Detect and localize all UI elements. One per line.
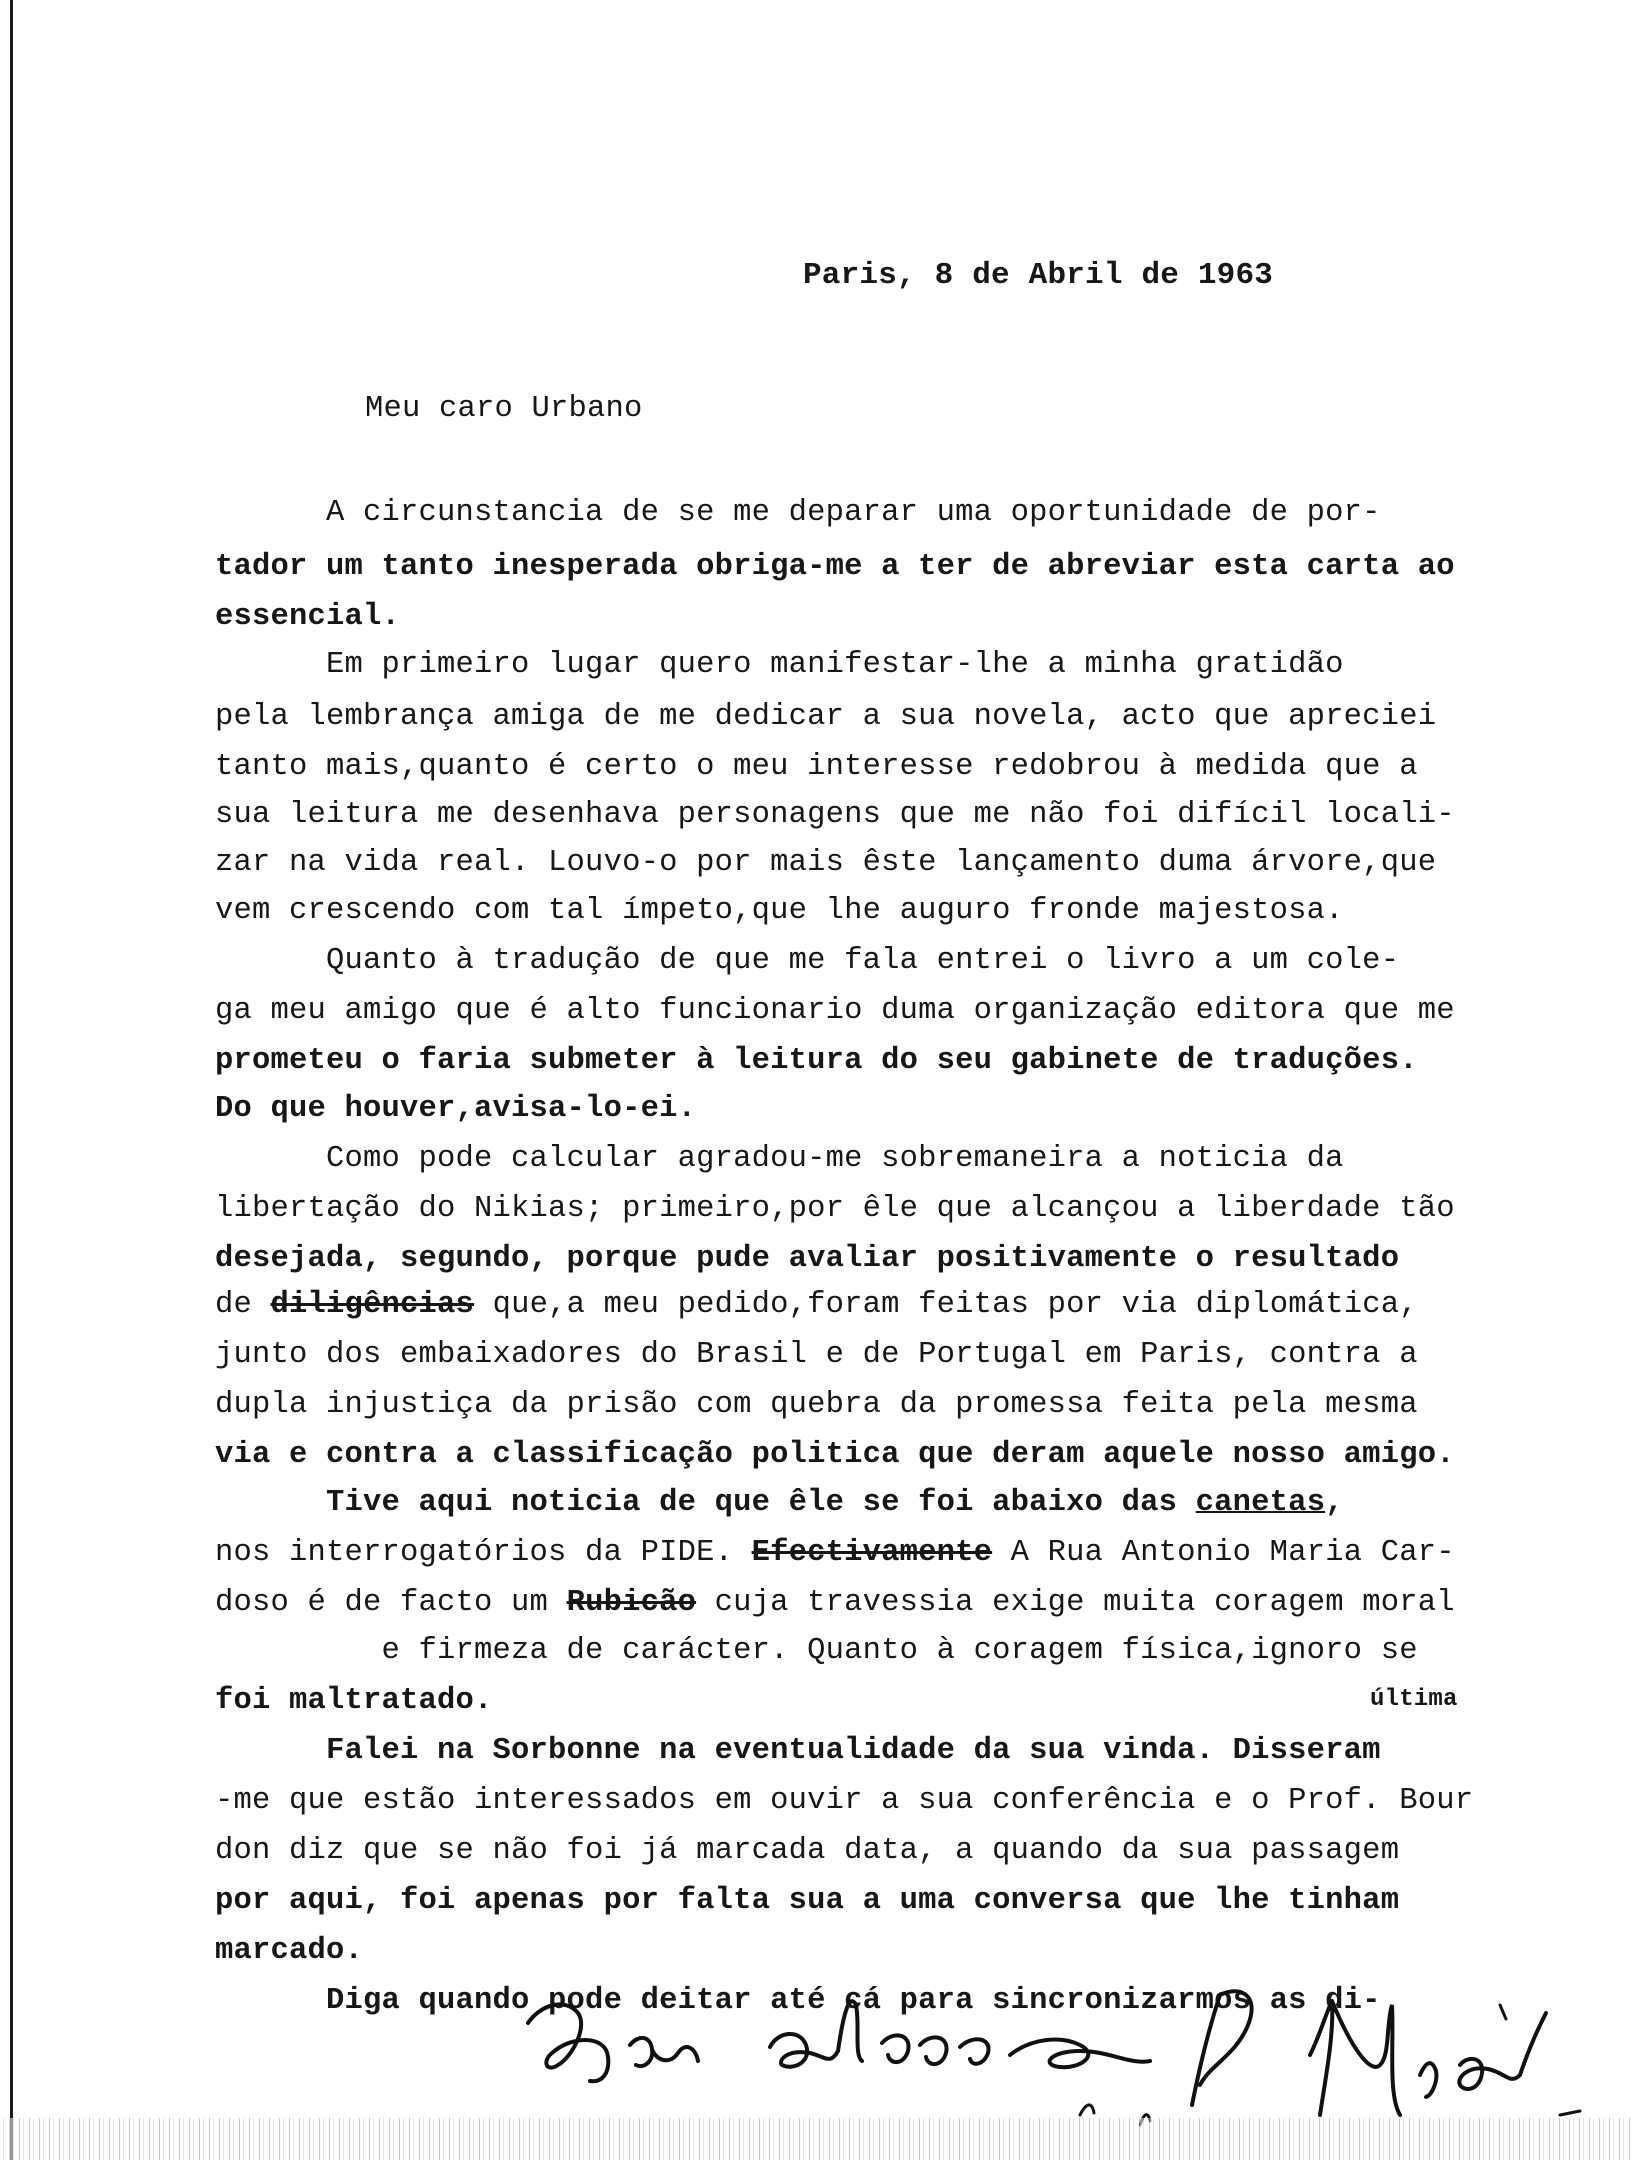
letter-line: via e contra a classificação politica que deram aquele nosso amigo. <box>215 1438 1455 1472</box>
underlined-word: canetas <box>1195 1486 1326 1520</box>
letter-line: por aqui, foi apenas por falta sua a uma conversa que lhe tinham <box>215 1884 1400 1918</box>
struck-word: diligências <box>270 1288 475 1322</box>
struck-word: Efectivamente <box>751 1536 993 1570</box>
letter-line: de diligências que,a meu pedido,foram feitas por via diplomática, <box>215 1288 1418 1322</box>
letter-line: Tive aqui noticia de que êle se foi abaixo das canetas, <box>215 1486 1344 1520</box>
handwritten-signature <box>520 1965 1600 2140</box>
letter-line: libertação do Nikias; primeiro,por êle que alcançou a liberdade tão <box>215 1192 1455 1226</box>
date-line: Paris, 8 de Abril de 1963 <box>803 258 1274 293</box>
letter-line: Como pode calcular agradou-me sobremaneira a noticia da <box>215 1142 1344 1176</box>
letter-line: desejada, segundo, porque pude avaliar positivamente o resultado <box>215 1242 1400 1276</box>
letter-line: Quanto à tradução de que me fala entrei o livro a um cole- <box>215 944 1400 978</box>
letter-line: Diga quando pode deitar até cá para sincronizarmos as di- <box>215 1984 1381 2018</box>
scan-artifact-strip <box>0 2118 1632 2160</box>
letter-line: pela lembrança amiga de me dedicar a sua novela, acto que apreciei <box>215 700 1437 734</box>
letter-line: A circunstancia de se me deparar uma oportunidade de por- <box>215 496 1381 530</box>
scan-border <box>10 0 13 2160</box>
letter-line: don diz que se não foi já marcada data, a quando da sua passagem <box>215 1834 1400 1868</box>
letter-line: tador um tanto inesperada obriga-me a ter de abreviar esta carta ao <box>215 550 1455 584</box>
letter-line: essencial. <box>215 600 401 634</box>
letter-line: nos interrogatórios da PIDE. Efectivamente A Rua Antonio Maria Car- <box>215 1536 1455 1570</box>
letter-line: dupla injustiça da prisão com quebra da promessa feita pela mesma <box>215 1388 1418 1422</box>
letter-line: marcado. <box>215 1934 364 1968</box>
letter-line: sua leitura me desenhava personagens que me não foi difícil locali- <box>215 798 1455 832</box>
letter-line: Do que houver,avisa-lo-ei. <box>215 1092 697 1126</box>
letter-line: ga meu amigo que é alto funcionario duma organização editora que me <box>215 994 1455 1028</box>
struck-word: Rubicão <box>566 1586 697 1620</box>
letter-line: foi maltratado. <box>215 1684 493 1718</box>
superscript-correction: última <box>1370 1686 1458 1713</box>
letter-line: Em primeiro lugar quero manifestar-lhe a minha gratidão <box>215 648 1344 682</box>
letter-line: zar na vida real. Louvo-o por mais êste lançamento duma árvore,que <box>215 846 1437 880</box>
letter-line: vem crescendo com tal ímpeto,que lhe auguro fronde majestosa. <box>215 894 1344 928</box>
letter-line: e firmeza de carácter. Quanto à coragem física,ignoro se <box>215 1634 1418 1668</box>
letter-line: -me que estão interessados em ouvir a sua conferência e o Prof. Bour <box>215 1784 1474 1818</box>
letter-line: junto dos embaixadores do Brasil e de Portugal em Paris, contra a <box>215 1338 1418 1372</box>
letter-line: Falei na Sorbonne na eventualidade da sua vinda. Disseram <box>215 1734 1381 1768</box>
salutation: Meu caro Urbano <box>365 392 643 426</box>
letter-line: prometeu o faria submeter à leitura do seu gabinete de traduções. <box>215 1044 1418 1078</box>
letter-line: tanto mais,quanto é certo o meu interesse redobrou à medida que a <box>215 750 1418 784</box>
letter-line <box>215 2036 382 2067</box>
letter-line: doso é de facto um Rubicão cuja travessia exige muita coragem moral <box>215 1586 1455 1620</box>
